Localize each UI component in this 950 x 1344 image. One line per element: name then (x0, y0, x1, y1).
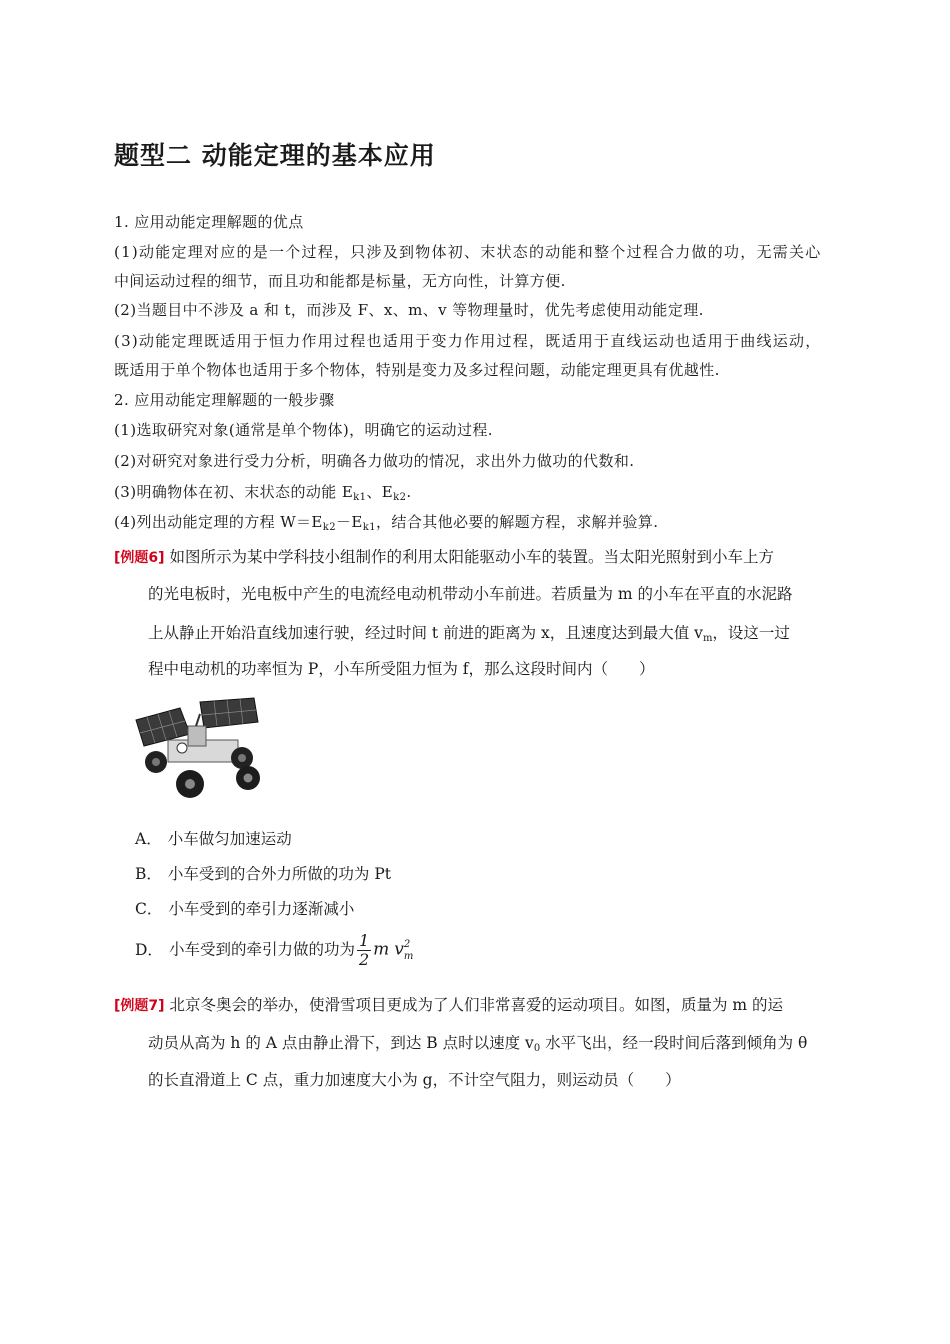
section1-point2: (2)当题目中不涉及 a 和 t，而涉及 F、x、m、v 等物理量时，优先考虑使用动能定理. (114, 301, 704, 319)
page-title: 题型二 动能定理的基本应用 (114, 141, 436, 170)
example6-line4: 程中电动机的功率恒为 P，小车所受阻力恒为 f，那么这段时间内（ ） (148, 660, 655, 678)
section1-point1-line1: (1)动能定理对应的是一个过程，只涉及到物体初、末状态的动能和整个过程合力做的功，无需关心 (114, 243, 822, 261)
section2-step4: (4)列出动能定理的方程 $W=E_{k2}-E_{k1}$，结合其他必要的解题方程，求解并验算. (114, 513, 659, 533)
section2-step1: (1)选取研究对象(通常是单个物体)，明确它的运动过程. (114, 421, 493, 439)
section1-heading: 1. 应用动能定理解题的优点 (114, 213, 304, 231)
example7-line2: 动员从高为 h 的 A 点由静止滑下，到达 B 点时以速度 $v_0$ 水平飞出，经一段时间后落到倾角为 θ (148, 1034, 808, 1054)
section2-heading: 2. 应用动能定理解题的一般步骤 (114, 391, 335, 409)
section2-step2: (2)对研究对象进行受力分析，明确各力做功的情况，求出外力做功的代数和. (114, 452, 635, 470)
fraction-one-half: $\frac{1}{2}$ (358, 931, 370, 969)
section1-point1-line2: 中间运动过程的细节，而且功和能都是标量，无方向性，计算方便. (114, 272, 566, 290)
option-a: A． 小车做匀加速运动 (135, 830, 292, 848)
example7-line3: 的长直滑道上 C 点，重力加速度大小为 g，不计空气阻力，则运动员（ ） (148, 1071, 681, 1089)
section1-point3-line2: 既适用于单个物体也适用于多个物体，特别是变力及多过程问题，动能定理更具有优越性. (114, 361, 720, 379)
option-c: C． 小车受到的牵引力逐渐减小 (135, 900, 355, 918)
example6-tag: [例题6] (114, 550, 165, 566)
example7-tag: [例题7] (114, 998, 165, 1014)
option-d: D． 小车受到的牵引力做的功为 $\frac{1}{2}$ m v 2 m (135, 931, 414, 969)
option-b: B． 小车受到的合外力所做的功为 Pt (135, 865, 391, 883)
solar-car-image (130, 696, 270, 808)
example6-line3: 上从静止开始沿直线加速行驶，经过时间 t 前进的距离为 x，且速度达到最大值 $v_m$，设这一过 (148, 624, 790, 644)
example6-line2: 的光电板时，光电板中产生的电流经电动机带动小车前进。若质量为 m 的小车在平直的水泥路 (148, 585, 793, 603)
example7-line1: [例题7] 北京冬奥会的举办，使滑雪项目更成为了人们非常喜爱的运动项目。如图，质量为 m 的运 (114, 996, 784, 1014)
section1-point3-line1: (3)动能定理既适用于恒力作用过程也适用于变力作用过程，既适用于直线运动也适用于曲线运动， (114, 332, 822, 350)
section2-step3: (3)明确物体在初、末状态的动能 $E_{k1}$、$E_{k2}$. (114, 483, 412, 503)
example6-line1: [例题6] 如图所示为某中学科技小组制作的利用太阳能驱动小车的装置。当太阳光照射到小车上方 (114, 548, 774, 566)
